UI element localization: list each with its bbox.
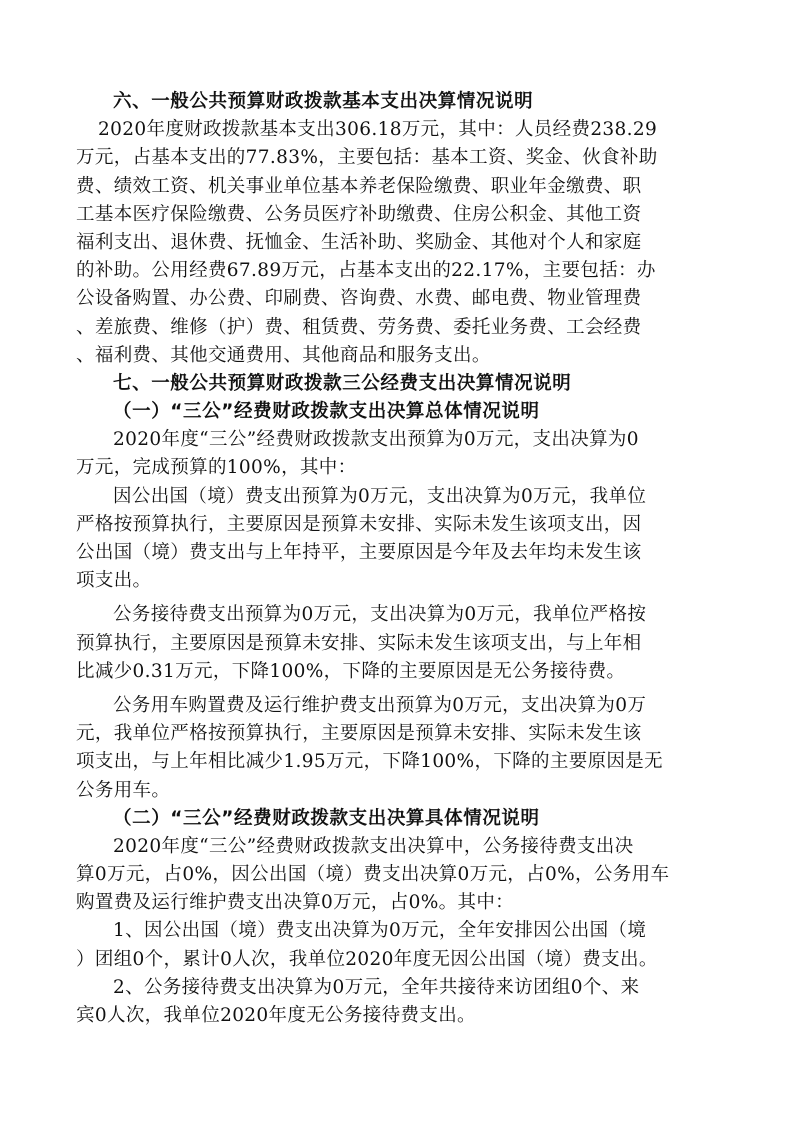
section-7-paragraph-3	[76, 601, 726, 686]
text-line: 的补助。公用经费67.89万元，占基本支出的22.17%，主要包括：办	[76, 260, 656, 282]
section-7-subheading-2: （二）“三公”经费财政拨款支出决算具体情况说明	[113, 807, 540, 829]
section-7-heading: 七、一般公共预算财政拨款三公经费支出决算情况说明	[113, 372, 572, 394]
text-line: 公务用车。	[76, 779, 171, 801]
section-7-paragraph-6	[76, 917, 726, 973]
document-page	[76, 88, 726, 1030]
text-line: 公务用车购置费及运行维护费支出预算为0万元，支出决算为0万	[113, 694, 647, 716]
text-line: 预算执行，主要原因是预算未安排、实际未发生该项支出，与上年相	[76, 632, 642, 654]
text-line: 、福利费、其他交通费用、其他商品和服务支出。	[76, 344, 491, 366]
text-line: 购置费及运行维护费支出决算0万元，占0%。其中：	[76, 892, 515, 914]
section-7-paragraph-7	[76, 974, 726, 1030]
text-line: 公出国（境）费支出与上年持平，主要原因是今年及去年均未发生该	[76, 542, 642, 563]
text-line: 福利支出、退休费、抚恤金、生活补助、奖励金、其他对个人和家庭	[76, 231, 642, 253]
text-line: 比减少0.31万元，下降100%，下降的主要原因是无公务接待费。	[76, 660, 626, 682]
text-line: 宾0人次，我单位2020年度无公务接待费支出。	[76, 1005, 476, 1026]
text-line: 公务接待费支出预算为0万元，支出决算为0万元，我单位严格按	[113, 604, 647, 626]
section-6-heading: 六、一般公共预算财政拨款基本支出决算情况说明	[113, 91, 534, 112]
text-line: 、差旅费、维修（护）费、租赁费、劳务费、委托业务费、工会经费	[76, 316, 642, 338]
text-line: 工基本医疗保险缴费、公务员医疗补助缴费、住房公积金、其他工资	[76, 203, 642, 225]
section-7-paragraph-2	[76, 483, 726, 596]
text-line: 严格按预算执行，主要原因是预算未安排、实际未发生该项支出，因	[76, 513, 642, 535]
text-line: 2020年度“三公”经费财政拨款支出预算为0万元，支出决算为0	[113, 429, 639, 451]
text-line: 费、绩效工资、机关事业单位基本养老保险缴费、职业年金缴费、职	[76, 175, 642, 197]
text-line: 元，我单位严格按预算执行，主要原因是预算未安排、实际未发生该	[76, 723, 642, 745]
text-line: ）团组0个，累计0人次，我单位2020年度无因公出国（境）费支出。	[76, 948, 658, 970]
text-line: 因公出国（境）费支出预算为0万元，支出决算为0万元，我单位	[113, 485, 647, 507]
text-line: 公设备购置、办公费、印刷费、咨询费、水费、邮电费、物业管理费	[76, 288, 642, 310]
section-6-paragraph-1	[76, 116, 726, 370]
text-line: 算0万元，占0%，因公出国（境）费支出决算0万元，占0%，公务用车	[76, 864, 670, 886]
text-line: 1、因公出国（境）费支出决算为0万元，全年安排因公出国（境	[113, 920, 647, 942]
section-7-paragraph-5	[76, 833, 726, 918]
text-line: 2020年度“三公”经费财政拨款支出决算中，公务接待费支出决	[113, 835, 634, 857]
section-7-subheading-1: （一）“三公”经费财政拨款支出决算总体情况说明	[113, 401, 540, 423]
text-line: 项支出。	[76, 570, 152, 592]
text-line: 2、公务接待费支出决算为0万元，全年共接待来访团组0个、来	[113, 976, 640, 998]
text-line: 万元，完成预算的100%，其中：	[76, 457, 357, 479]
text-line: 万元，占基本支出的77.83%，主要包括：基本工资、奖金、伙食补助	[76, 147, 658, 169]
section-7-paragraph-4	[76, 692, 726, 805]
text-line: 2020年度财政拨款基本支出306.18万元，其中：人员经费238.29	[98, 119, 658, 141]
text-line: 项支出，与上年相比减少1.95万元，下降100%，下降的主要原因是无	[76, 751, 663, 773]
section-7-paragraph-1	[76, 426, 726, 482]
